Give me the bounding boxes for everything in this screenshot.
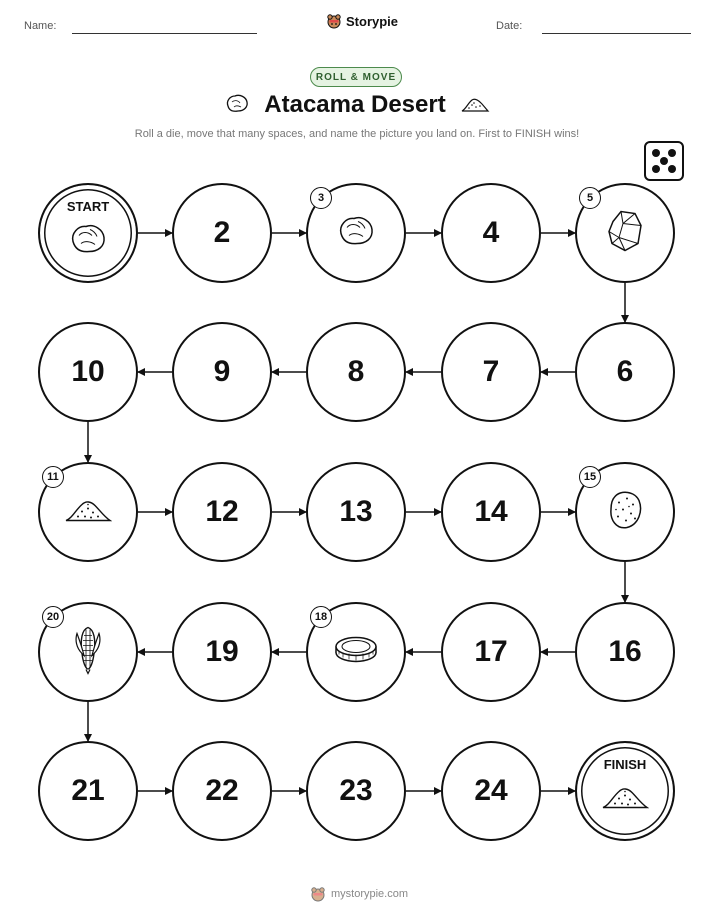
board-space	[575, 183, 675, 283]
space-number-badge: 15	[579, 466, 601, 488]
space-number: 9	[213, 355, 231, 388]
date-label: Date:	[496, 20, 523, 32]
board-space	[172, 602, 272, 702]
brand-name: Storypie	[346, 13, 399, 29]
board-space	[38, 462, 138, 562]
board-space	[306, 462, 406, 562]
rock-icon	[68, 221, 108, 260]
space-number: 21	[71, 774, 105, 807]
board-space	[575, 322, 675, 422]
board-space	[441, 741, 541, 841]
board-space	[38, 602, 138, 702]
game-type-badge: ROLL & MOVE	[310, 67, 402, 87]
storypie-mascot-icon	[310, 886, 326, 902]
board-space	[38, 322, 138, 422]
board-space	[306, 602, 406, 702]
board-space	[306, 322, 406, 422]
finish-label: FINISH	[603, 757, 647, 772]
board-space	[172, 322, 272, 422]
space-number-badge: 3	[310, 187, 332, 209]
board-space	[575, 741, 675, 841]
space-number: 22	[205, 774, 239, 807]
sand-pile-icon	[64, 496, 112, 529]
space-number: 13	[339, 495, 373, 528]
space-number: 7	[482, 355, 500, 388]
space-number-badge: 18	[310, 606, 332, 628]
space-number: 17	[474, 635, 508, 668]
board-space	[441, 322, 541, 422]
board-space	[306, 741, 406, 841]
space-number: 24	[474, 774, 508, 807]
space-number: 8	[347, 355, 365, 388]
space-number: 12	[205, 495, 239, 528]
start-label: START	[66, 199, 110, 214]
space-number-badge: 11	[42, 466, 64, 488]
board-space	[172, 183, 272, 283]
board-space	[441, 183, 541, 283]
board-space	[575, 602, 675, 702]
space-number: 10	[71, 355, 105, 388]
space-number: 16	[608, 635, 642, 668]
board-space	[575, 462, 675, 562]
space-number-badge: 5	[579, 187, 601, 209]
space-number: 19	[205, 635, 239, 668]
board-space	[38, 741, 138, 841]
corn-icon	[72, 624, 104, 681]
space-number: 6	[616, 355, 634, 388]
board-space	[38, 183, 138, 283]
space-number-badge: 20	[42, 606, 64, 628]
board-space	[306, 183, 406, 283]
rock-icon	[336, 214, 376, 253]
board-space	[172, 741, 272, 841]
board-space	[441, 462, 541, 562]
board-space	[441, 602, 541, 702]
coin-icon	[333, 634, 379, 671]
instructions: Roll a die, move that many spaces, and name the picture you land on. First to FINISH wins!	[134, 128, 580, 140]
title-text: Atacama Desert	[264, 91, 446, 118]
speckled-stone-icon	[607, 489, 643, 536]
name-label: Name:	[24, 20, 57, 32]
footer	[310, 886, 408, 902]
footer-url[interactable]: mystorypie.com	[331, 888, 409, 900]
sand-pile-icon	[601, 782, 649, 815]
board-space	[172, 462, 272, 562]
space-number: 14	[474, 495, 508, 528]
crystal-rock-icon	[605, 208, 645, 259]
space-number: 4	[482, 216, 500, 249]
space-number: 2	[213, 216, 231, 249]
space-number: 23	[339, 774, 373, 807]
